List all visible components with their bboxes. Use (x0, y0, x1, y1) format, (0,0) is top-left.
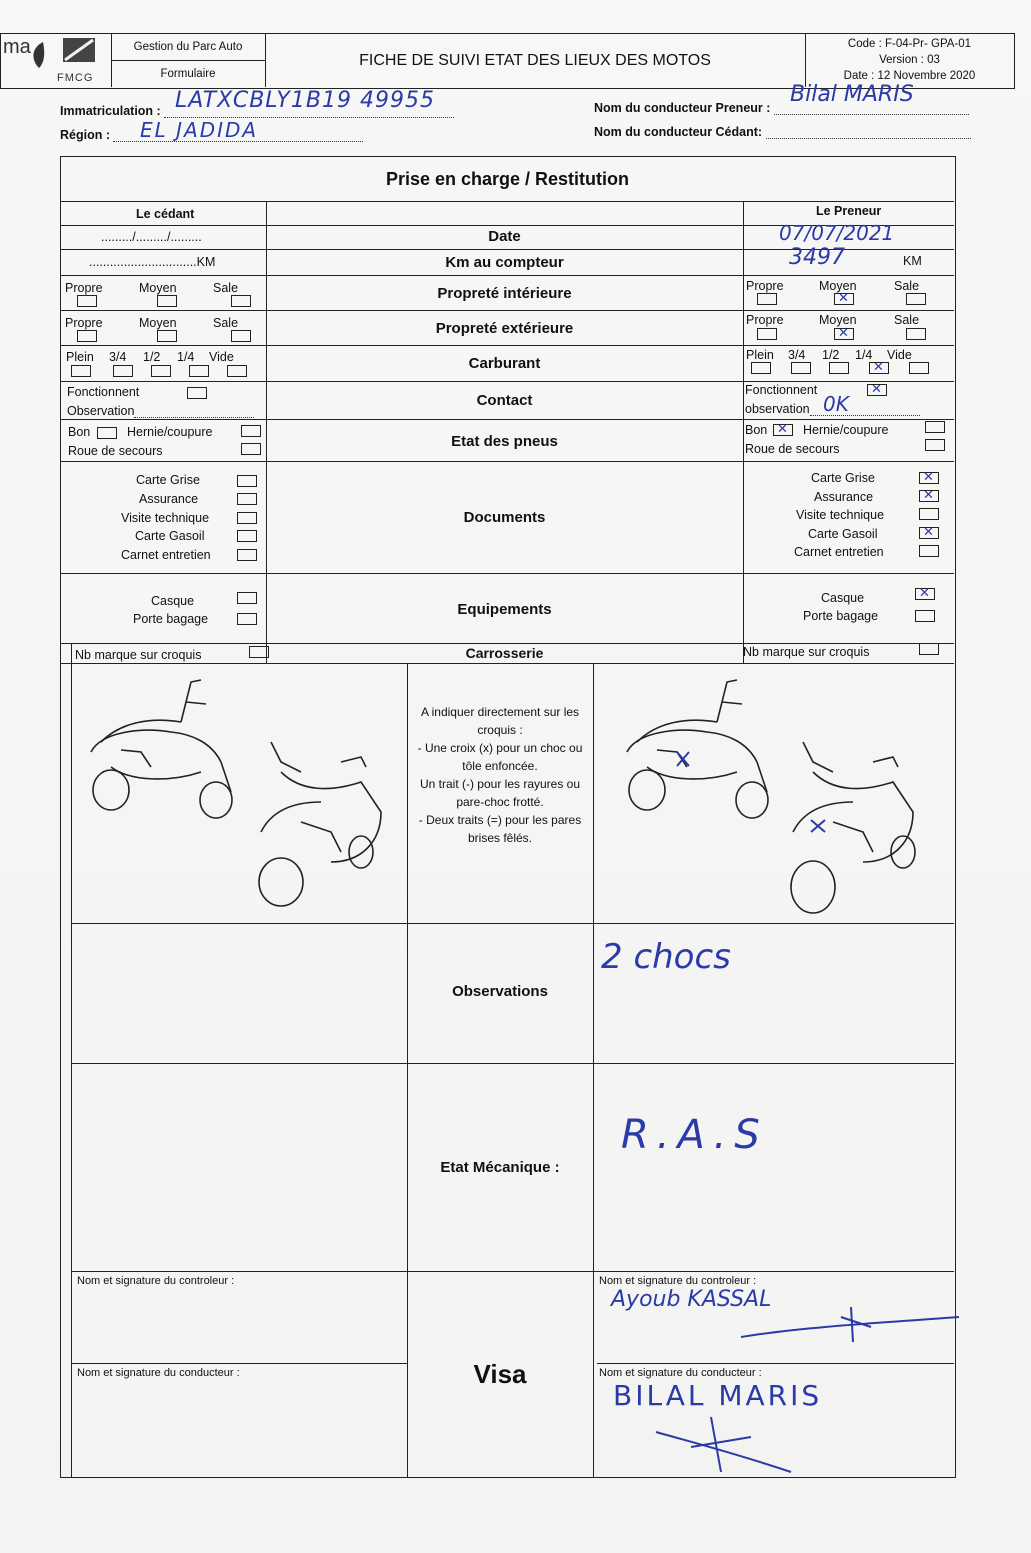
ext-right-moyen: Moyen (819, 313, 857, 327)
equip-left-1-box[interactable] (237, 613, 257, 625)
contact-left-obs: Observation (67, 404, 254, 418)
form-date: Date : 12 Novembre 2020 (843, 70, 976, 82)
company-logo (1, 34, 112, 87)
doc-left-1-box[interactable] (237, 493, 257, 505)
ext-left-moyen: Moyen (139, 316, 177, 330)
moto-left-side-view (81, 672, 241, 822)
pneus-right-roue: Roue de secours (745, 442, 840, 456)
instruction-0: A indiquer directement sur les croquis : (420, 705, 580, 737)
date-label: Date (488, 228, 521, 245)
fuel-right-plein: Plein (746, 348, 774, 362)
equip-left-1: Porte bagage (133, 612, 209, 626)
sig-controleur-left-label: Nom et signature du controleur : (77, 1275, 235, 1287)
equip-right-0: Casque (821, 591, 865, 605)
etat-meca-label: Etat Mécanique : (440, 1159, 560, 1176)
ext-right-propre: Propre (746, 313, 784, 327)
doc-right-4: Carnet entretien (794, 545, 884, 559)
carr-right-nb: Nb marque sur croquis (743, 645, 870, 659)
pneus-left-bon: Bon (68, 425, 91, 439)
int-right-propre-box[interactable] (757, 293, 777, 305)
equip-right-0-box[interactable] (915, 588, 935, 600)
int-left-moyen: Moyen (139, 281, 177, 295)
doc-left-0-box[interactable] (237, 475, 257, 487)
header-cell-bottom: Formulaire (160, 68, 216, 80)
flag-icon (63, 38, 95, 62)
fuel-right-14: 1/4 (855, 348, 873, 362)
region-value[interactable]: EL JADIDA (140, 118, 259, 142)
km-label: Km au compteur (445, 254, 564, 271)
fuel-label: Carburant (468, 355, 541, 372)
fuel-left-12: 1/2 (143, 350, 161, 364)
ext-right-propre-box[interactable] (757, 328, 777, 340)
ext-right-sale: Sale (894, 313, 920, 327)
pneus-right-roue-box[interactable] (925, 439, 945, 451)
doc-left-3: Carte Gasoil (135, 529, 205, 543)
ext-left-moyen-box[interactable] (157, 330, 177, 342)
equipements-label: Equipements (457, 601, 552, 618)
fuel-right-12: 1/2 (822, 348, 840, 362)
ext-left-propre: Propre (65, 316, 103, 330)
pneus-left-bon-box[interactable] (97, 427, 117, 439)
carr-left-nb: Nb marque sur croquis (75, 648, 202, 662)
fuel-right-vide: Vide (887, 348, 912, 362)
fuel-left-plein: Plein (66, 350, 94, 364)
doc-right-3-box[interactable] (919, 527, 939, 539)
moto-right-side-view (617, 672, 777, 827)
contact-right-box[interactable] (867, 384, 887, 396)
controleur-signature-mark (741, 1297, 961, 1347)
header-meta-cells (111, 34, 266, 87)
col-preneur: Le Preneur (816, 204, 882, 218)
doc-left-3-box[interactable] (237, 530, 257, 542)
carrosserie-label: Carrosserie (465, 645, 544, 661)
km-right[interactable]: 3497 (789, 245, 845, 270)
moto-left-front-view (241, 732, 401, 912)
contact-left-fonct: Fonctionnent (67, 385, 140, 399)
preneur-value[interactable]: Bilal MARIS (790, 82, 914, 107)
pneus-right-hernie-box[interactable] (925, 421, 945, 433)
doc-left-2-box[interactable] (237, 512, 257, 524)
immat-label: Immatriculation : (60, 104, 161, 118)
form-code: Code : F-04-Pr- GPA-01 (847, 38, 972, 50)
header-cell-top: Gestion du Parc Auto (111, 34, 265, 61)
sig-controleur-right-value[interactable]: Ayoub KASSAL (611, 1287, 772, 1312)
int-left-sale-box[interactable] (231, 295, 251, 307)
fuel-left-plein-box[interactable] (71, 365, 91, 377)
fuel-left-14-box[interactable] (189, 365, 209, 377)
sig-conducteur-right-label: Nom et signature du conducteur : (599, 1367, 762, 1379)
doc-right-1-box[interactable] (919, 490, 939, 502)
doc-left-4-box[interactable] (237, 549, 257, 561)
doc-left-0: Carte Grise (136, 473, 200, 487)
fuel-right-14-box[interactable] (869, 362, 889, 374)
fuel-right-34-box[interactable] (791, 362, 811, 374)
fuel-left-34-box[interactable] (113, 365, 133, 377)
visa-label: Visa (473, 1359, 527, 1389)
int-right-moyen-box[interactable] (834, 293, 854, 305)
form-title: FICHE DE SUIVI ETAT DES LIEUX DES MOTOS (265, 34, 806, 87)
doc-right-2-box[interactable] (919, 508, 939, 520)
date-left[interactable]: ........./........./......... (101, 230, 202, 244)
cedant-label: Nom du conducteur Cédant: (594, 125, 763, 139)
int-right-sale-box[interactable] (906, 293, 926, 305)
pneus-left-hernie-box[interactable] (241, 425, 261, 437)
doc-right-0: Carte Grise (811, 471, 875, 485)
fuel-left-12-box[interactable] (151, 365, 171, 377)
observations-label: Observations (452, 983, 548, 1000)
fuel-right-vide-box[interactable] (909, 362, 929, 374)
etat-meca-value[interactable]: R.A.S (621, 1112, 768, 1158)
fuel-right-plein-box[interactable] (751, 362, 771, 374)
immat-value[interactable]: LATXCBLY1B19 49955 (175, 88, 435, 113)
pneus-left-hernie: Hernie/coupure (127, 425, 213, 439)
doc-right-2: Visite technique (796, 508, 885, 522)
int-left-sale: Sale (213, 281, 239, 295)
contact-right-fonct: Fonctionnent (745, 383, 818, 397)
ext-left-sale: Sale (213, 316, 239, 330)
ext-left-propre-box[interactable] (77, 330, 97, 342)
equip-right-1-box[interactable] (915, 610, 935, 622)
sig-conducteur-right-value[interactable]: BILAL MARIS (613, 1379, 823, 1412)
date-right[interactable]: 07/07/2021 (779, 221, 895, 245)
preneur-label: Nom du conducteur Preneur : (594, 101, 771, 115)
form-version: Version : 03 (879, 54, 940, 66)
contact-label: Contact (476, 392, 533, 409)
pneus-right-bon-box[interactable] (773, 424, 793, 436)
contact-left-box[interactable] (187, 387, 207, 399)
km-unit: KM (903, 254, 922, 268)
equip-left-0-box[interactable] (237, 592, 257, 604)
pneus-left-roue-box[interactable] (241, 443, 261, 455)
fuel-right-12-box[interactable] (829, 362, 849, 374)
sig-controleur-right-label: Nom et signature du controleur : (599, 1275, 757, 1287)
int-right-sale: Sale (894, 279, 920, 293)
contact-right-obs-value[interactable]: 0K (823, 392, 849, 416)
ext-left-sale-box[interactable] (231, 330, 251, 342)
form-meta (807, 36, 1012, 84)
sig-conducteur-left-label: Nom et signature du conducteur : (77, 1367, 240, 1379)
doc-left-4: Carnet entretien (121, 548, 211, 562)
instruction-2: Un trait (-) pour les rayures ou pare-choc frotté. (419, 777, 581, 809)
instruction-3: - Deux traits (=) pour les pares brises fêlés. (418, 813, 582, 845)
cedant-field (594, 125, 971, 139)
doc-right-3: Carte Gasoil (808, 527, 878, 541)
pneus-label: Etat des pneus (451, 433, 558, 450)
col-cedant: Le cédant (136, 207, 195, 221)
logo-subtext: FMCG (57, 72, 94, 84)
table-title: Prise en charge / Restitution (385, 169, 630, 189)
pneus-right-bon: Bon (745, 423, 768, 437)
int-right-moyen: Moyen (819, 279, 857, 293)
observations-value[interactable]: 2 chocs (601, 937, 731, 977)
int-label: Propreté intérieure (437, 285, 572, 302)
fuel-left-vide: Vide (209, 350, 234, 364)
int-left-propre: Propre (65, 281, 103, 295)
instruction-1: - Une croix (x) pour un choc ou tôle enfoncée. (417, 741, 583, 773)
region-label: Région : (60, 128, 110, 142)
int-left-propre-box[interactable] (77, 295, 97, 307)
fuel-left-34: 3/4 (109, 350, 127, 364)
ext-right-moyen-box[interactable] (834, 328, 854, 340)
contact-right-obs: observation (745, 402, 920, 416)
km-left[interactable]: ...............................KM (89, 255, 216, 269)
form-header (0, 33, 1015, 89)
int-right-propre: Propre (746, 279, 784, 293)
ext-label: Propreté extérieure (435, 320, 574, 337)
doc-right-0-box[interactable] (919, 472, 939, 484)
inspection-table (60, 156, 956, 1478)
ext-right-sale-box[interactable] (906, 328, 926, 340)
doc-right-1: Assurance (814, 490, 874, 504)
carrosserie-instructions (409, 703, 591, 847)
documents-label: Documents (463, 509, 546, 526)
equip-left-0: Casque (151, 594, 195, 608)
conducteur-signature-mark (651, 1412, 801, 1477)
carr-right-nb-box[interactable] (919, 643, 939, 655)
moto-right-front-view (773, 732, 943, 922)
int-left-moyen-box[interactable] (157, 295, 177, 307)
doc-left-1: Assurance (139, 492, 199, 506)
leaf-icon (29, 40, 49, 70)
fuel-left-14: 1/4 (177, 350, 195, 364)
doc-right-4-box[interactable] (919, 545, 939, 557)
equip-right-1: Porte bagage (803, 609, 879, 623)
doc-left-2: Visite technique (121, 511, 210, 525)
pneus-left-roue: Roue de secours (68, 444, 163, 458)
fuel-left-vide-box[interactable] (227, 365, 247, 377)
fuel-right-34: 3/4 (788, 348, 806, 362)
pneus-right-hernie: Hernie/coupure (803, 423, 889, 437)
logo-text: ma (3, 36, 31, 58)
